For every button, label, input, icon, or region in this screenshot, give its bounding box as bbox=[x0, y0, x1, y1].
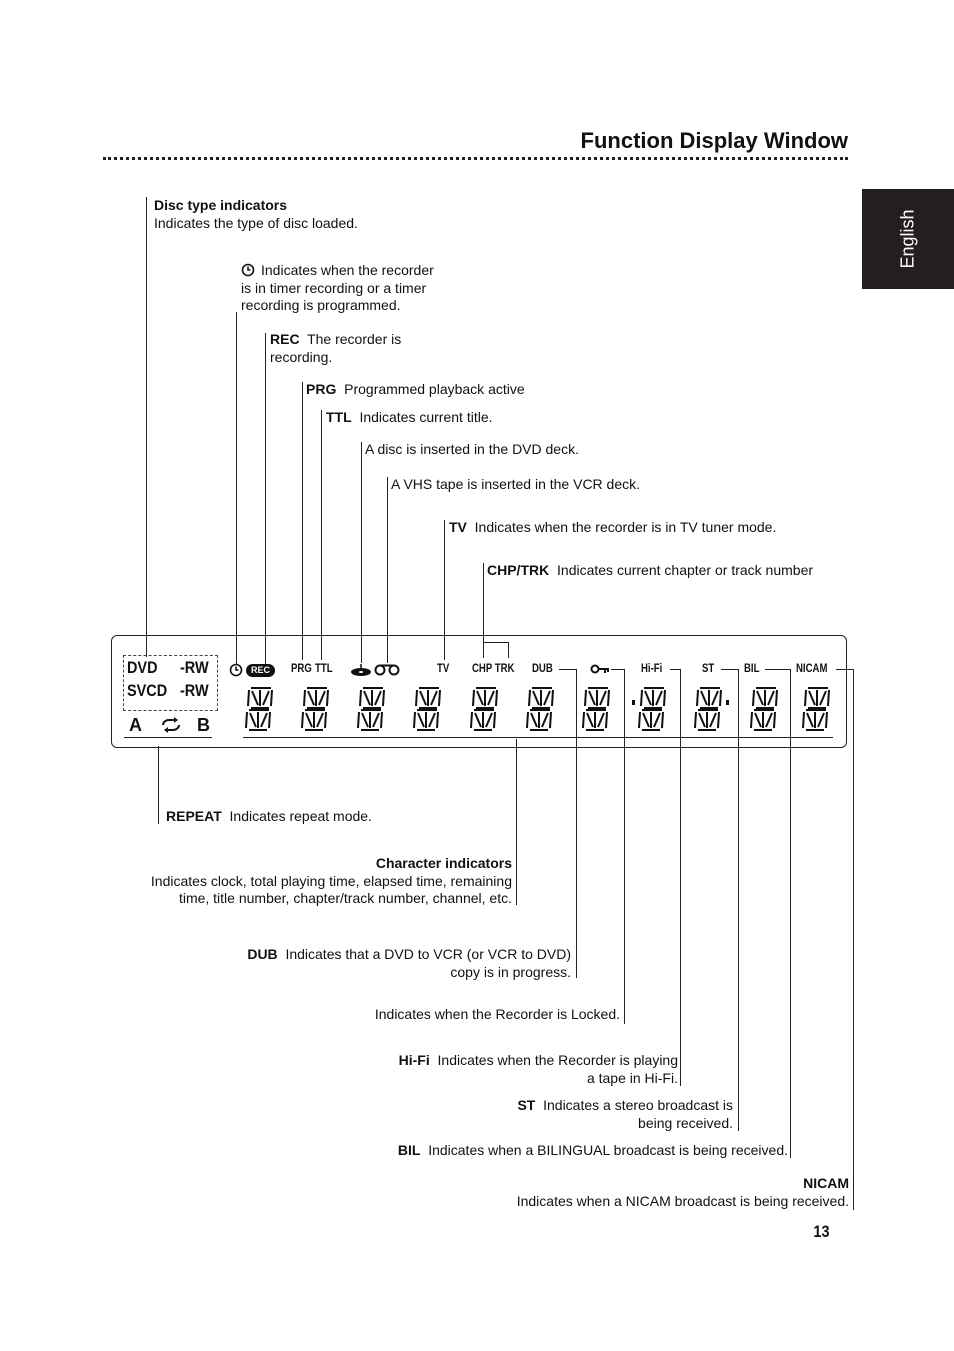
character-segment bbox=[805, 688, 829, 708]
character-segment bbox=[583, 710, 607, 730]
timer-line2: is in timer recording or a timer bbox=[241, 279, 427, 296]
ttl-indicator: TTL bbox=[315, 661, 333, 675]
repeat-callout bbox=[166, 808, 372, 826]
clock-icon bbox=[241, 263, 255, 277]
st-callout bbox=[517, 1097, 733, 1132]
leader-rec bbox=[265, 333, 266, 666]
character-cell bbox=[245, 686, 275, 734]
dvd-disc-text: A disc is inserted in the DVD deck. bbox=[365, 441, 579, 457]
character-segment bbox=[751, 710, 775, 730]
character-cell bbox=[694, 686, 724, 734]
disc-type-callout bbox=[154, 197, 358, 232]
tv-term: TV bbox=[449, 519, 467, 535]
lock-tick bbox=[611, 669, 624, 670]
character-cell bbox=[413, 686, 443, 734]
character-segment bbox=[358, 710, 382, 730]
nicam-term: NICAM bbox=[803, 1175, 849, 1191]
bil-text: Indicates when a BILINGUAL broadcast is being received. bbox=[428, 1142, 788, 1158]
vhs-callout bbox=[391, 476, 640, 494]
nicam-text: Indicates when a NICAM broadcast is being received. bbox=[516, 1192, 849, 1209]
character-cell bbox=[638, 686, 668, 734]
vhs-tape-icon bbox=[374, 663, 400, 677]
st-line1: Indicates a stereo broadcast is bbox=[543, 1097, 733, 1113]
vhs-text: A VHS tape is inserted in the VCR deck. bbox=[391, 476, 641, 492]
leader-prg bbox=[302, 382, 303, 660]
st-indicator: ST bbox=[702, 661, 715, 675]
leader-dvd-disc bbox=[361, 442, 362, 663]
hifi-line1: Indicates when the Recorder is playing bbox=[437, 1052, 678, 1068]
character-segment bbox=[304, 688, 328, 708]
dub-term: DUB bbox=[247, 946, 278, 962]
nicam-indicator: NICAM bbox=[796, 661, 828, 675]
language-tab-label: English bbox=[897, 209, 918, 269]
dvd-disc-icon bbox=[350, 662, 372, 678]
st-term: ST bbox=[517, 1097, 536, 1113]
digits-underline bbox=[243, 737, 833, 738]
character-segment bbox=[246, 710, 270, 730]
leader-character bbox=[516, 739, 517, 905]
dub-line2: copy is in progress. bbox=[450, 963, 571, 980]
leader-ttl bbox=[321, 410, 322, 660]
rec-line2: recording. bbox=[270, 348, 333, 365]
st-tick bbox=[721, 669, 738, 670]
chp-text: Indicates current chapter or track number bbox=[557, 562, 814, 578]
prg-callout bbox=[306, 381, 525, 399]
rec-badge: REC bbox=[246, 664, 275, 677]
dotted-divider bbox=[103, 157, 848, 160]
character-segment bbox=[753, 688, 777, 708]
leader-timer bbox=[236, 312, 237, 665]
timer-line3: recording is programmed. bbox=[241, 297, 401, 313]
prg-indicator: PRG bbox=[291, 661, 312, 675]
dub-indicator: DUB bbox=[532, 661, 553, 675]
character-segment bbox=[585, 688, 609, 708]
character-segment bbox=[639, 710, 663, 730]
rw-indicator-2: -RW bbox=[180, 681, 209, 700]
dvd-disc-callout bbox=[365, 441, 579, 459]
timer-callout bbox=[241, 262, 434, 315]
character-title: Character indicators bbox=[375, 855, 512, 871]
leader-dub bbox=[576, 669, 577, 978]
ttl-callout bbox=[326, 409, 493, 427]
chp-trk-indicator: CHP TRK bbox=[472, 661, 515, 675]
page-title: Function Display Window bbox=[580, 128, 848, 153]
character-cell bbox=[802, 686, 832, 734]
repeat-icon bbox=[158, 716, 184, 734]
colon-dot bbox=[726, 700, 729, 705]
rec-line1: The recorder is bbox=[307, 331, 402, 347]
ttl-text: Indicates current title. bbox=[359, 409, 493, 425]
repeat-underline bbox=[124, 737, 212, 738]
character-segment bbox=[416, 688, 440, 708]
disc-type-title: Disc type indicators bbox=[154, 197, 288, 213]
character-callout bbox=[151, 855, 512, 908]
bil-tick bbox=[765, 669, 790, 670]
lock-text: Indicates when the Recorder is Locked. bbox=[374, 1006, 620, 1022]
a-indicator: A bbox=[129, 715, 142, 735]
repeat-text: Indicates repeat mode. bbox=[229, 808, 372, 824]
dub-callout bbox=[247, 946, 571, 981]
ttl-term: TTL bbox=[326, 409, 352, 425]
character-cell bbox=[357, 686, 387, 734]
character-cell bbox=[301, 686, 331, 734]
character-segment bbox=[803, 710, 827, 730]
rec-term: REC bbox=[270, 331, 300, 347]
character-segment bbox=[360, 688, 384, 708]
bil-term: BIL bbox=[397, 1142, 421, 1158]
leader-repeat bbox=[158, 746, 159, 824]
character-segment bbox=[248, 688, 272, 708]
character-segment bbox=[529, 688, 553, 708]
st-line2: being received. bbox=[638, 1114, 733, 1131]
leader-bil bbox=[790, 669, 791, 1158]
character-segment bbox=[471, 710, 495, 730]
chp-term: CHP/TRK bbox=[487, 562, 550, 578]
character-segment bbox=[527, 710, 551, 730]
hifi-line2: a tape in Hi-Fi. bbox=[586, 1069, 678, 1086]
tv-text: Indicates when the recorder is in TV tuner mode. bbox=[474, 519, 777, 535]
nicam-callout bbox=[517, 1175, 849, 1210]
prg-term: PRG bbox=[306, 381, 337, 397]
leader-nicam bbox=[853, 669, 854, 1210]
rw-indicator-1: -RW bbox=[180, 658, 209, 677]
dvd-indicator: DVD bbox=[127, 658, 158, 677]
character-cell bbox=[582, 686, 612, 734]
rec-callout bbox=[270, 331, 401, 366]
hifi-callout bbox=[399, 1052, 678, 1087]
character-cell bbox=[470, 686, 500, 734]
character-segment bbox=[302, 710, 326, 730]
hifi-indicator: Hi-Fi bbox=[641, 661, 663, 675]
nicam-tick bbox=[836, 669, 853, 670]
colon-dot bbox=[632, 700, 635, 705]
hifi-tick bbox=[670, 669, 680, 670]
character-segment bbox=[473, 688, 497, 708]
timer-line1: Indicates when the recorder bbox=[261, 262, 434, 278]
leader-lock bbox=[624, 669, 625, 1024]
language-tab bbox=[862, 189, 954, 289]
character-line1: Indicates clock, total playing time, elapsed time, remaining bbox=[150, 872, 512, 889]
character-segment bbox=[697, 688, 721, 708]
leader-disc-type bbox=[146, 197, 147, 657]
bil-indicator: BIL bbox=[744, 661, 760, 675]
character-segment bbox=[414, 710, 438, 730]
character-cell bbox=[526, 686, 556, 734]
character-line2: time, title number, chapter/track number, channel, etc. bbox=[178, 890, 512, 906]
key-lock-icon bbox=[590, 663, 610, 675]
chp-callout bbox=[487, 562, 813, 580]
b-indicator: B bbox=[197, 715, 210, 735]
svcd-indicator: SVCD bbox=[127, 681, 168, 700]
timer-clock-icon bbox=[229, 663, 243, 677]
character-segment bbox=[695, 710, 719, 730]
page-number: 13 bbox=[813, 1222, 830, 1241]
dub-line1: Indicates that a DVD to VCR (or VCR to DVD) bbox=[285, 946, 571, 962]
repeat-term: REPEAT bbox=[166, 808, 222, 824]
bil-callout bbox=[398, 1142, 788, 1160]
lock-callout bbox=[375, 1006, 620, 1024]
character-segment bbox=[641, 688, 665, 708]
hifi-term: Hi-Fi bbox=[398, 1052, 430, 1068]
dub-tick bbox=[559, 669, 576, 670]
leader-st bbox=[738, 669, 739, 1131]
tv-callout bbox=[449, 519, 776, 537]
leader-hifi bbox=[680, 669, 681, 1086]
prg-text: Programmed playback active bbox=[344, 381, 525, 397]
disc-type-text: Indicates the type of disc loaded. bbox=[154, 214, 358, 231]
character-cell bbox=[750, 686, 780, 734]
tv-indicator: TV bbox=[437, 661, 450, 675]
